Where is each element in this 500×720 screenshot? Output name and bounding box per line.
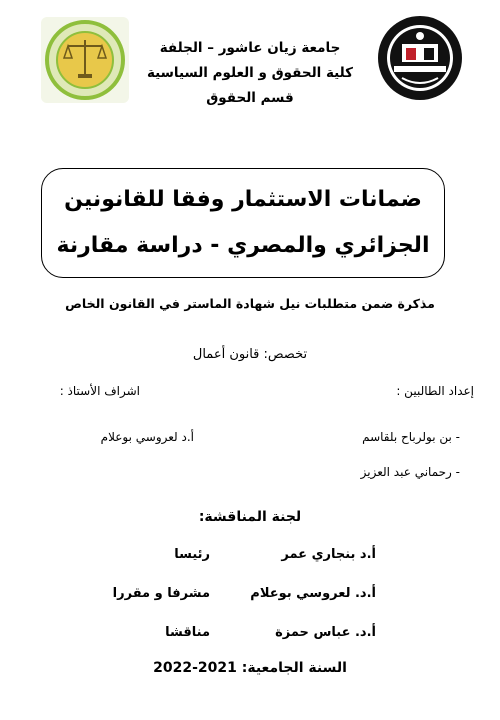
institution-header — [0, 36, 500, 111]
committee-member-role-3: مناقشا — [165, 625, 210, 640]
committee-member-name-1: أ.د بنجاري عمر — [281, 547, 376, 562]
committee-member-role-2: مشرفا و مقررا — [112, 586, 210, 601]
specialization: تخصص: قانون أعمال — [192, 347, 308, 362]
supervisor-name: أ.د لعروسي بوعلام — [100, 430, 194, 444]
committee-member-role-1: رئيسا — [174, 547, 210, 562]
student-name-2: - رحماني عبد العزيز — [360, 465, 460, 479]
thesis-subtitle: مذكرة ضمن متطلبات نيل شهادة الماستر في القانون الخاص — [65, 296, 435, 311]
university-name: جامعة زيان عاشور – الجلفة — [159, 40, 341, 56]
thesis-title-line-2: الجزائري والمصري - دراسة مقارنة — [56, 233, 430, 258]
faculty-name: كلية الحقوق و العلوم السياسية — [146, 65, 354, 81]
supervision-label: اشراف الأستاذ : — [59, 384, 140, 398]
committee-member-name-3: أ.د. عباس حمزة — [275, 625, 376, 640]
thesis-title-box — [41, 168, 445, 278]
department-name: قسم الحقوق — [206, 90, 294, 106]
student-name-1: - بن بولرباح بلقاسم — [362, 430, 460, 444]
students-label: إعداد الطالبين : — [396, 384, 474, 398]
academic-year: السنة الجامعية: 2021-2022 — [153, 660, 347, 676]
committee-member-name-2: أ.د. لعروسي بوعلام — [250, 586, 376, 601]
committee-title: لجنة المناقشة: — [198, 509, 302, 525]
thesis-title-line-1: ضمانات الاستثمار وفقا للقانونين — [64, 187, 422, 212]
